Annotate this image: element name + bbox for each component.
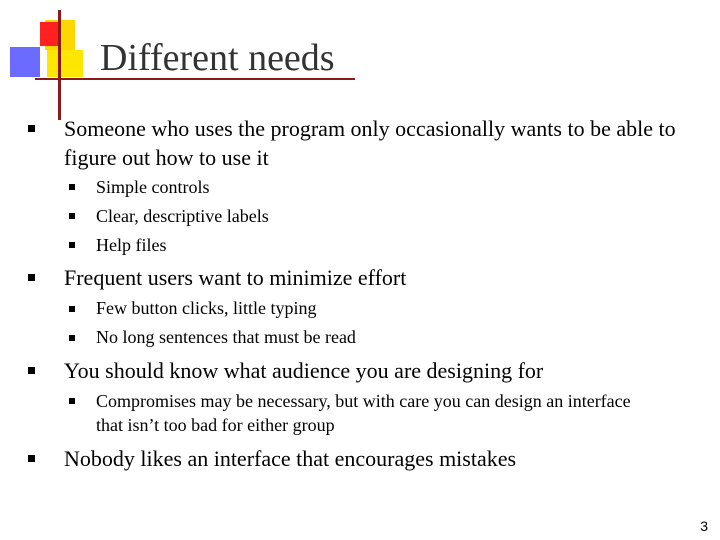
sub-item-3-1: Compromises may be necessary, but with care you can design an interface that isn’t too bad for either group (96, 391, 631, 435)
sub-bullet-square-icon (69, 213, 75, 219)
bullet-square-icon (28, 367, 35, 374)
sub-item-2-1: Few button clicks, little typing (96, 298, 317, 318)
decor-yellow-square-lower (47, 50, 83, 77)
sub-item-1-1: Simple controls (96, 177, 210, 197)
sub-bullet-square-icon (69, 398, 75, 404)
decor-red-square (40, 22, 58, 46)
sub-bullet-square-icon (69, 184, 75, 190)
sub-bullet-square-icon (69, 242, 75, 248)
sub-item-2-2: No long sentences that must be read (96, 327, 356, 347)
bullet-item-3: You should know what audience you are designing for (64, 358, 544, 383)
bullet-square-icon (28, 125, 35, 132)
slide-title: Different needs (100, 37, 335, 79)
bullet-square-icon (28, 455, 35, 462)
page-number: 3 (700, 518, 708, 534)
sub-item-1-2: Clear, descriptive labels (96, 206, 269, 226)
decor-vertical-rule (58, 10, 61, 120)
bullet-square-icon (28, 274, 35, 281)
bullet-item-2: Frequent users want to minimize effort (64, 265, 407, 290)
bullet-item-1: Someone who uses the program only occasionally wants to be able to figure out how to use it (64, 116, 676, 170)
sub-bullet-square-icon (69, 335, 75, 341)
sub-item-1-3: Help files (96, 235, 167, 255)
sub-bullet-square-icon (69, 306, 75, 312)
bullet-item-4: Nobody likes an interface that encourages mistakes (64, 446, 517, 471)
decor-blue-square (10, 47, 40, 77)
